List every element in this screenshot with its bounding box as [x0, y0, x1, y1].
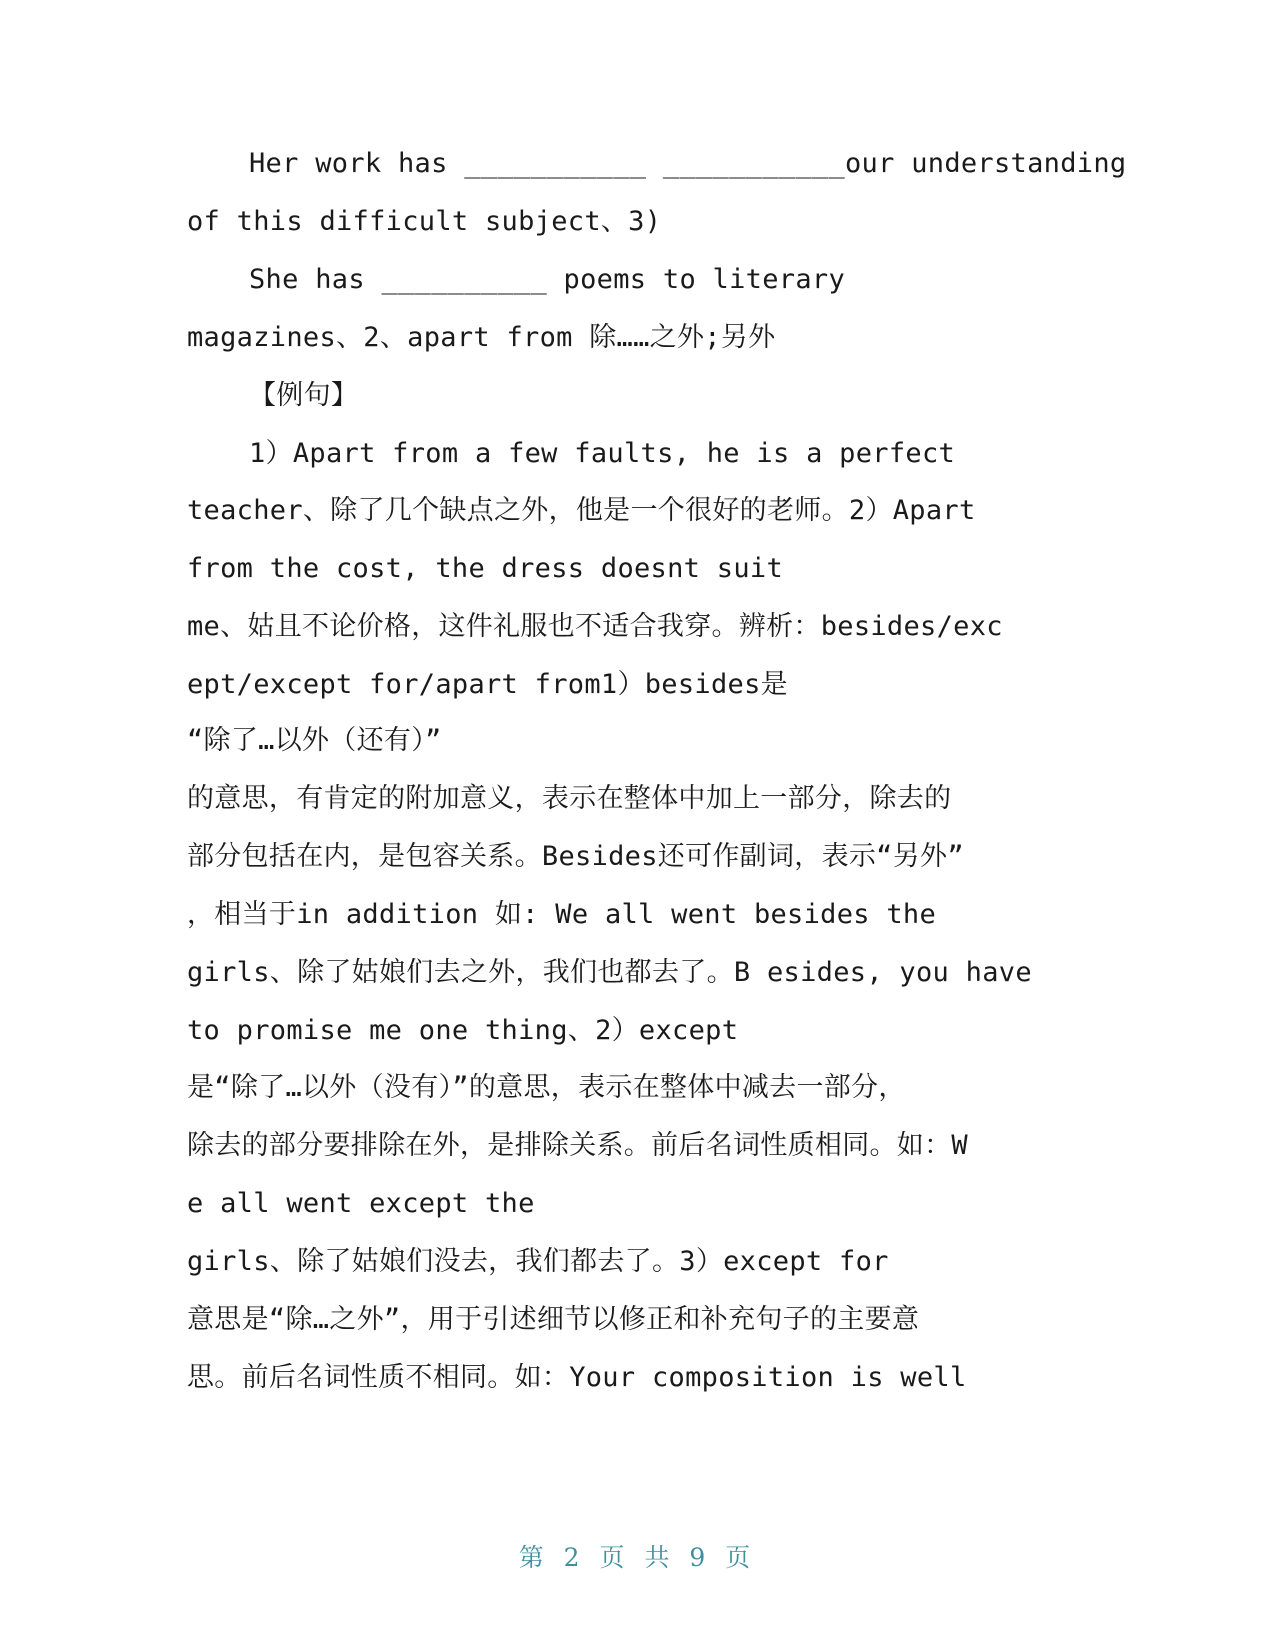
text-line: 意思是“除…之外”，用于引述细节以修正和补充句子的主要意: [187, 1304, 920, 1335]
text-line: “除了…以外（还有）”: [187, 725, 442, 756]
text-line: girls、除了姑娘们去之外，我们也都去了。B esides, you have: [187, 957, 1032, 988]
text-line: magazines、2、apart from 除……之外;另外: [187, 322, 776, 353]
text-line: me、姑且不论价格，这件礼服也不适合我穿。辨析：besides/exc: [187, 611, 1003, 642]
text-line: ept/except for/apart from1）besides是: [187, 669, 788, 700]
example-heading: 【例句】: [249, 380, 359, 411]
text-line: girls、除了姑娘们没去，我们都去了。3）except for: [187, 1246, 889, 1277]
text-line: to promise me one thing、2）except: [187, 1015, 739, 1046]
text-line: 的意思，有肯定的附加意义，表示在整体中加上一部分，除去的: [187, 783, 952, 814]
text-line: She has __________ poems to literary: [249, 264, 845, 295]
text-line: 除去的部分要排除在外，是排除关系。前后名词性质相同。如：W: [187, 1130, 968, 1161]
text-line: from the cost, the dress doesnt suit: [187, 553, 783, 584]
text-line: Her work has ___________ ___________our understanding: [249, 148, 1127, 179]
text-line: 思。前后名词性质不相同。如：Your composition is well: [187, 1362, 967, 1393]
text-line: teacher、除了几个缺点之外，他是一个很好的老师。2）Apart: [187, 495, 976, 526]
text-line: 1）Apart from a few faults, he is a perfect: [249, 438, 956, 469]
text-line: 部分包括在内，是包容关系。Besides还可作副词，表示“另外”: [187, 841, 964, 872]
text-line: e all went except the: [187, 1188, 535, 1219]
text-line: of this difficult subject、3): [187, 206, 662, 237]
text-line: 是“除了…以外（没有）”的意思，表示在整体中减去一部分，: [187, 1072, 906, 1103]
text-line: ，相当于in addition 如: We all went besides the: [187, 899, 937, 930]
page-number-footer: 第 2 页 共 9 页: [518, 1543, 757, 1572]
